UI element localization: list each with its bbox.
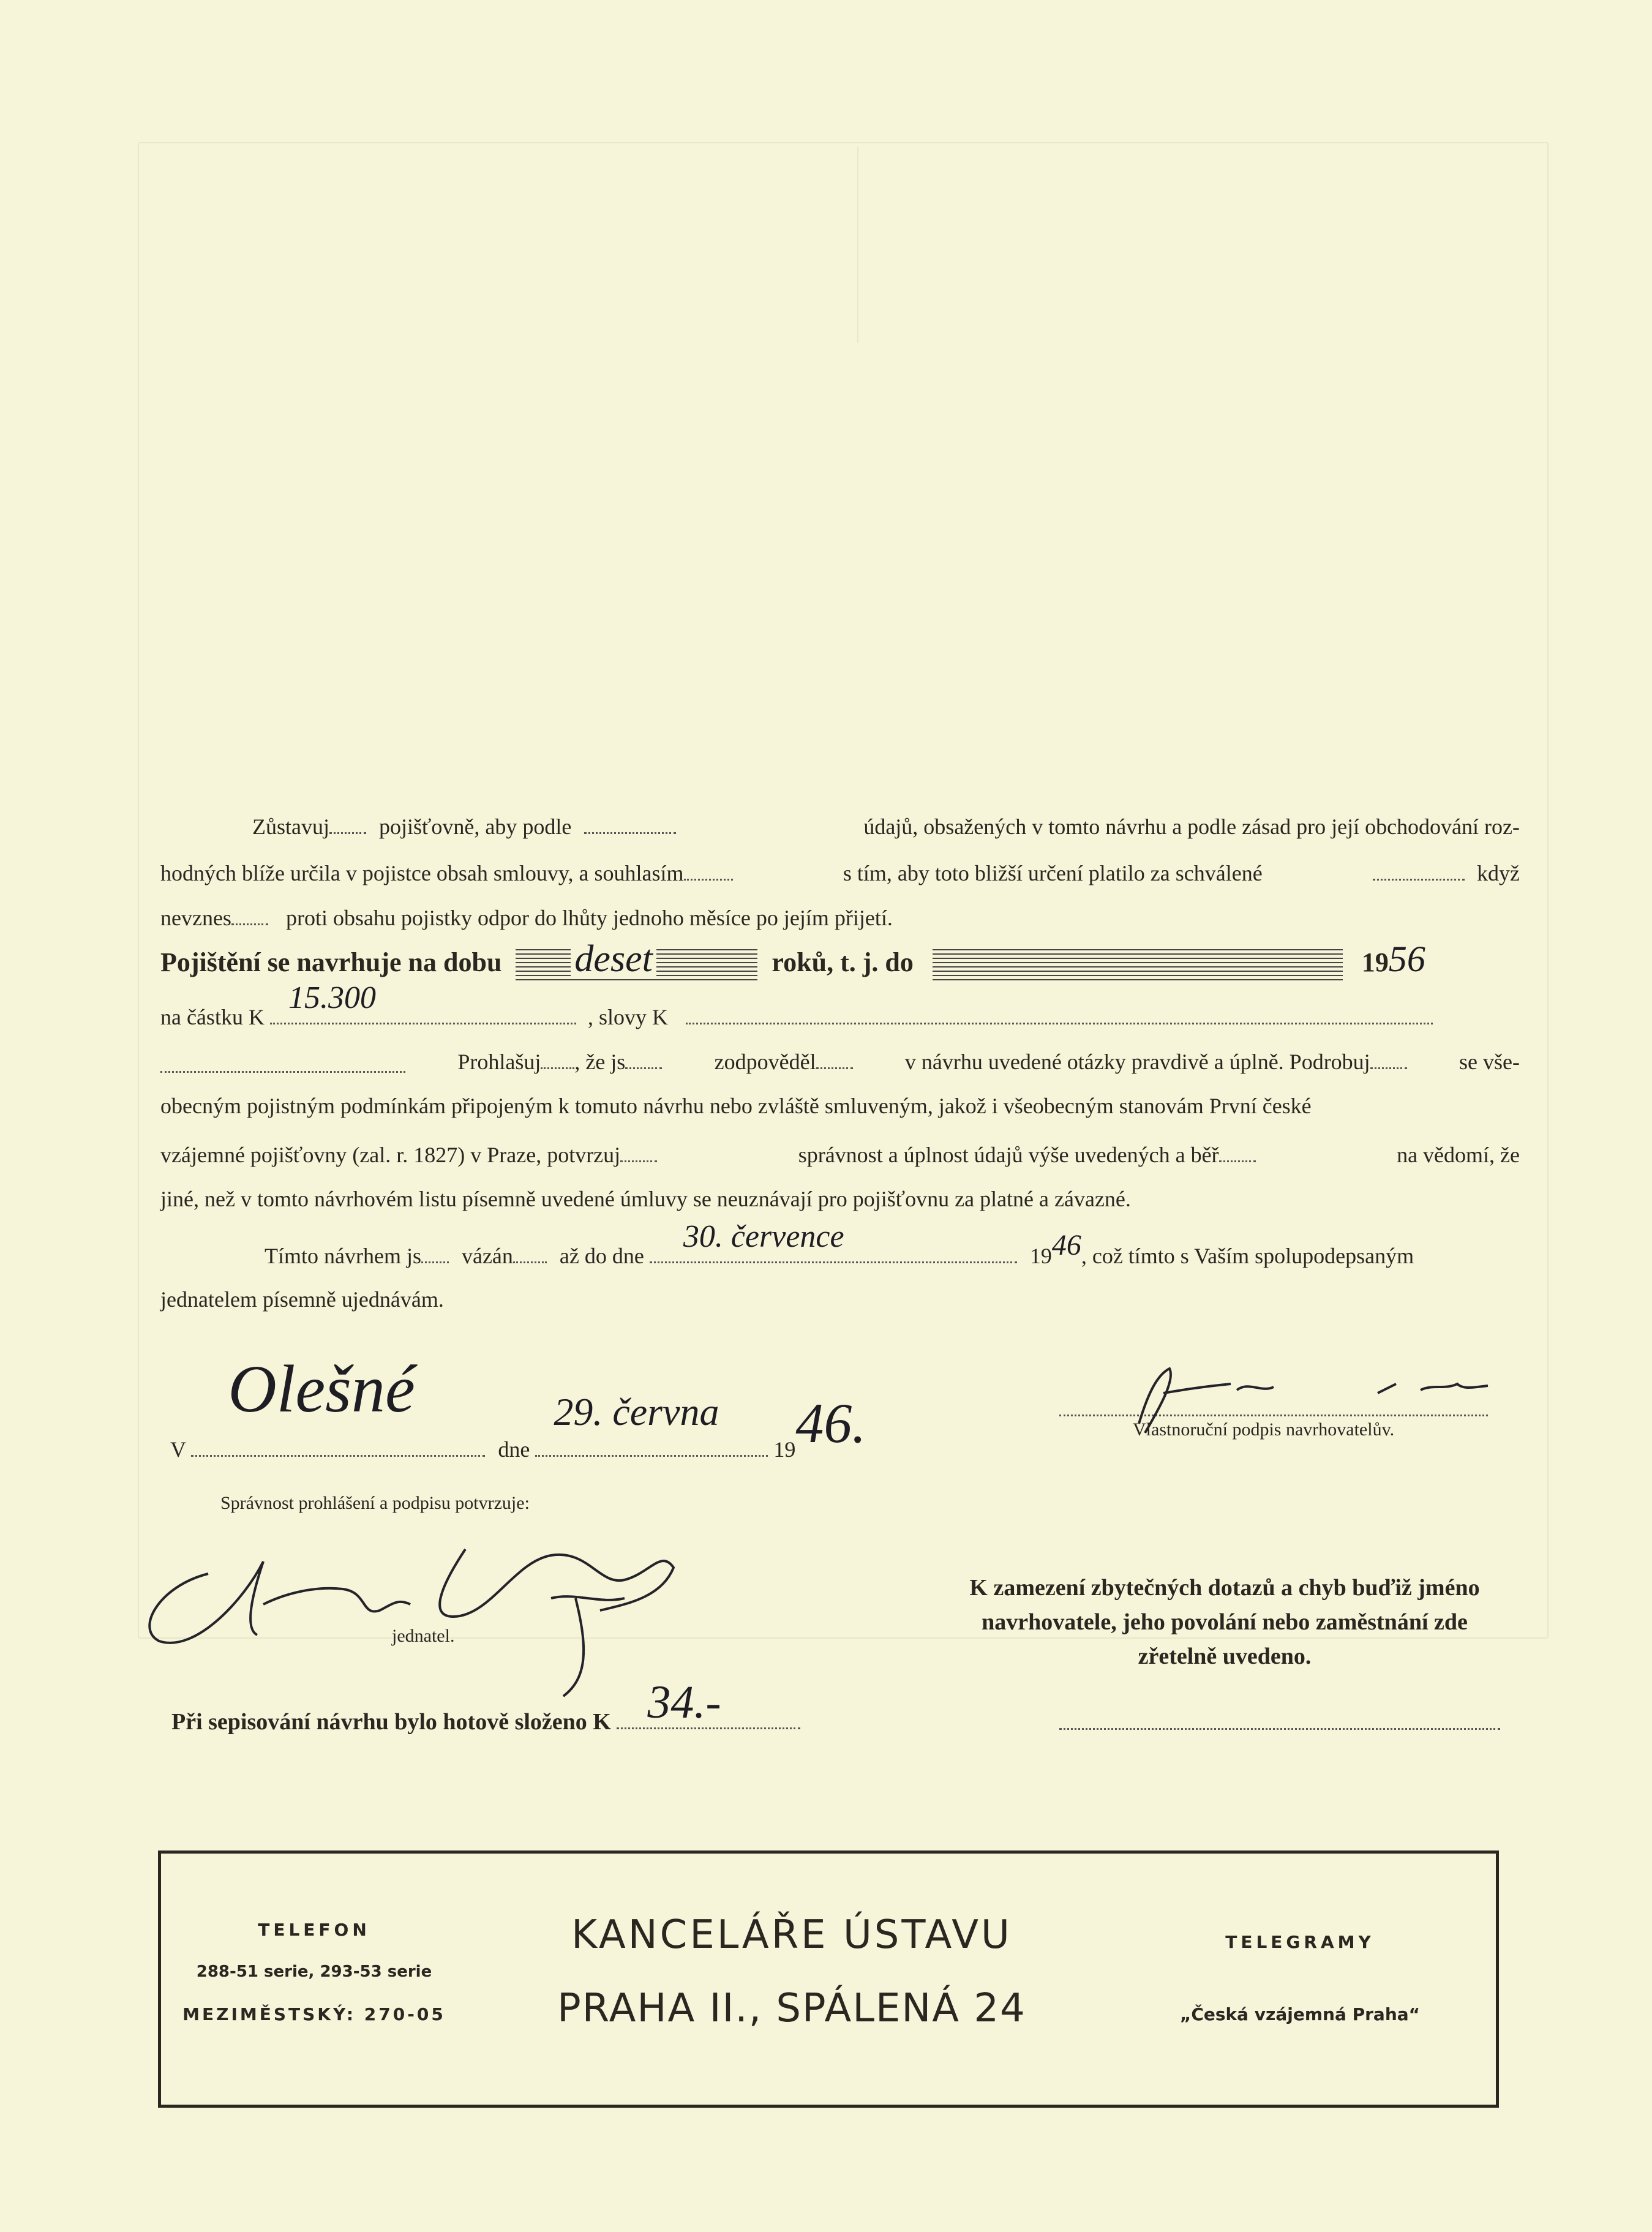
text: nevznes <box>160 906 231 930</box>
declaration-line4 <box>160 1188 1520 1212</box>
text: obecným pojistným podmínkám připojeným k tomuto návrhu nebo zvláště smluveným, jakož i všeobecným stanovám První české <box>160 1094 1312 1118</box>
text: se vše- <box>1459 1050 1520 1074</box>
date-year-value: 46. <box>795 1392 866 1454</box>
text: v návrhu uvedené otázky pravdivě a úplně. Podrobuj <box>904 1050 1370 1074</box>
text: proti obsahu pojistky odpor do lhůty jednoho měsíce po jejím přijetí. <box>285 906 893 930</box>
notice-line: navrhovatele, jeho povolání nebo zaměstnání zde <box>982 1609 1468 1635</box>
text: , že js <box>574 1050 626 1074</box>
text: vázán <box>461 1244 513 1268</box>
office-address: PRAHA II., SPÁLENÁ 24 <box>557 1986 1026 2031</box>
insurance-term-line <box>160 938 1520 981</box>
declaration-line3 <box>160 1141 1520 1166</box>
place-date-line <box>170 1351 866 1462</box>
agent-confirm-label: Správnost prohlášení a podpisu potvrzuje: <box>220 1493 530 1513</box>
paragraph1-line3 <box>160 906 1520 931</box>
amount-label: na částku K <box>160 1005 265 1029</box>
place-value: Olešné <box>228 1351 415 1426</box>
term-years-field <box>516 938 757 981</box>
text: , což tímto s Vaším spolupodepsaným <box>1081 1244 1414 1268</box>
binding-date-value: 30. července <box>683 1219 844 1254</box>
applicant-name-line <box>1059 1728 1500 1730</box>
intercity-number: MEZIMĚSTSKÝ: 270-05 <box>182 2004 446 2024</box>
bleed-through-divider <box>857 147 858 343</box>
agent-caption: jednatel. <box>392 1626 455 1646</box>
text: Zůstavuj <box>252 814 329 839</box>
amount-words-label: , slovy K <box>587 1005 668 1029</box>
date-label: dne <box>498 1437 530 1462</box>
text: 19 <box>1029 1244 1052 1268</box>
telegram-address: „Česká vzájemná Praha“ <box>1179 2004 1421 2024</box>
text: když <box>1477 861 1520 885</box>
agent-signature <box>122 1512 710 1702</box>
telefon-numbers: 288-51 serie, 293-53 serie <box>196 1963 432 1981</box>
deposit-value: 34.- <box>647 1677 721 1728</box>
text: jednatelem písemně ujednávám. <box>160 1287 444 1312</box>
text: vzájemné pojišťovny (zal. r. 1827) v Praze, potvrzuj <box>160 1143 621 1167</box>
amount-line <box>160 980 1520 1029</box>
text: 19 <box>773 1437 796 1462</box>
text: Prohlašuj <box>457 1050 541 1074</box>
applicant-signature-caption: Vlastnoruční podpis navrhovatelův. <box>1133 1419 1395 1440</box>
text: jiné, než v tomto návrhovém listu písemně uvedené úmluvy se neuznávají pro pojišťovnu za platné a závazné. <box>160 1187 1131 1211</box>
text: správnost a úplnost údajů výše uvedených a běř <box>798 1143 1219 1167</box>
amount-value: 15.300 <box>288 980 376 1015</box>
declaration-line1 <box>160 1048 1520 1073</box>
office-title: KANCELÁŘE ÚSTAVU <box>571 1912 1012 1958</box>
telefon-label: TELEFON <box>258 1920 370 1940</box>
term-until-label: roků, t. j. do <box>772 947 914 977</box>
term-label: Pojištění se navrhuje na dobu <box>160 947 502 977</box>
text: až do dne <box>559 1244 644 1268</box>
paragraph1-line2 <box>160 860 1520 884</box>
deposit-label: Při sepisování návrhu bylo hotově složeno K <box>171 1709 611 1735</box>
notice-line: zřetelně uvedeno. <box>1138 1644 1312 1669</box>
text: údajů, obsažených v tomto návrhu a podle zásad pro její obchodování roz- <box>863 814 1520 839</box>
term-year-prefix: 19 <box>1361 947 1389 977</box>
text: hodných blíže určila v pojistce obsah smlouvy, a souhlasím <box>160 861 684 885</box>
term-year-value: 56 <box>1388 939 1425 979</box>
paragraph1-line1 <box>160 813 1520 838</box>
telegram-label: TELEGRAMY <box>1225 1932 1375 1952</box>
text: s tím, aby toto bližší určení platilo za schválené <box>843 861 1263 885</box>
binding-year-value: 46 <box>1051 1229 1081 1261</box>
footer-box <box>158 1851 1499 2108</box>
deposit-line <box>171 1677 800 1735</box>
place-label: V <box>170 1437 186 1462</box>
term-years-value: deset <box>571 942 656 976</box>
text: pojišťovně, aby podle <box>378 814 572 839</box>
date-value: 29. června <box>554 1390 719 1434</box>
text: zodpověděl <box>714 1050 816 1074</box>
text: Tímto návrhem js <box>265 1244 421 1268</box>
notice-block <box>918 1571 1531 1674</box>
text: na vědomí, že <box>1397 1143 1520 1167</box>
binding-line2 <box>160 1288 1520 1313</box>
declaration-line2 <box>160 1095 1520 1119</box>
binding-line1 <box>160 1219 1520 1268</box>
notice-line: K zamezení zbytečných dotazů a chyb buďiž jméno <box>969 1575 1480 1601</box>
